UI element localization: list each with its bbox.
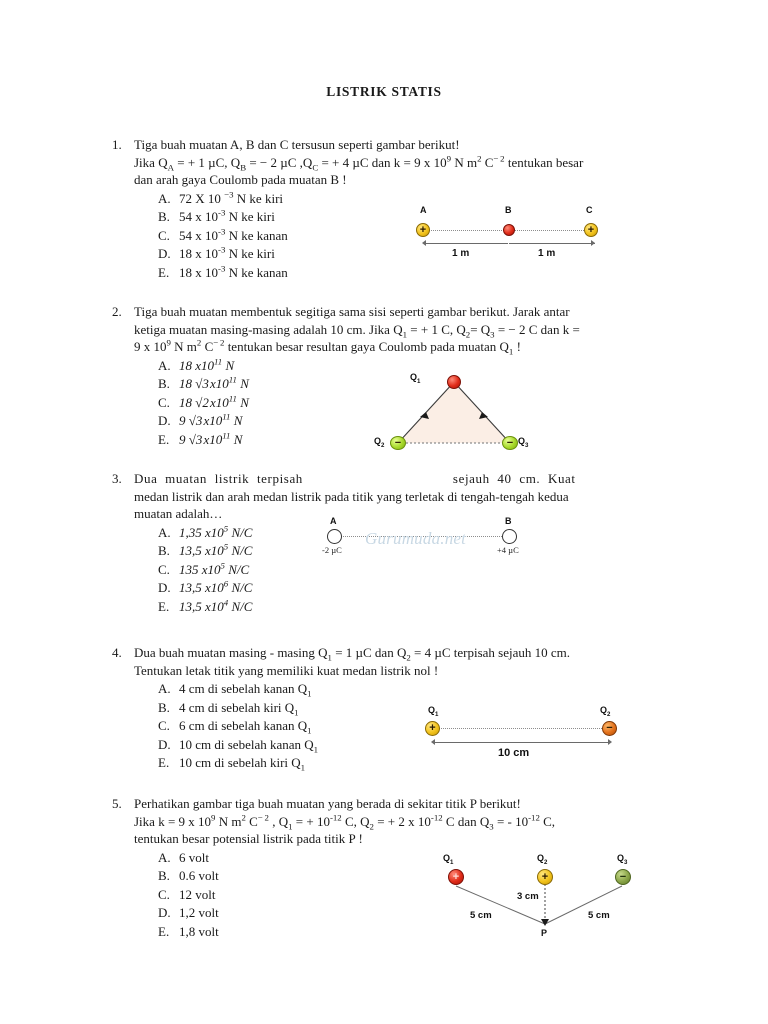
- figure1-charge-b: [503, 224, 515, 236]
- option-text: 13,5 $x10^5$ N/C: [179, 541, 253, 558]
- option-text: 1,8 volt: [179, 923, 219, 939]
- option-letter: C.: [158, 561, 170, 577]
- option-letter: C.: [158, 886, 170, 902]
- figure3-label-b: B: [505, 516, 512, 526]
- figure5-label-q1: $Q_1$: [443, 853, 454, 866]
- option-text: 1,35 $x10^5$ N/C: [179, 523, 253, 540]
- figure-question-2: [374, 368, 532, 460]
- question-3-line-2: medan listrik dan arah medan listrik pada titik yang terletak di tengah-tengah kedua: [134, 488, 569, 504]
- option-text: 72 X 10 $^{-3}$ N ke kiri: [179, 189, 284, 206]
- figure4-axis-line: [436, 728, 606, 729]
- option-item[interactable]: [158, 579, 672, 598]
- figure1-charge-c: +: [584, 223, 598, 237]
- question-4-line-2: Tentukan letak titik yang memiliki kuat medan listrik nol !: [134, 662, 439, 678]
- figure1-charge-a: +: [416, 223, 430, 237]
- question-2-text: [134, 303, 672, 356]
- figure5-charge-q1: +: [448, 869, 464, 885]
- option-text: 6 volt: [179, 849, 209, 865]
- option-text: 18 √2 $x10^{11}$ N: [179, 393, 249, 410]
- figure2-label-q1: $Q_1$: [410, 372, 421, 385]
- option-letter: D.: [158, 736, 171, 752]
- option-letter: C.: [158, 718, 170, 733]
- figure5-dim-left: 5 cm: [470, 910, 492, 921]
- figure4-label-q1: $Q_1$: [428, 705, 439, 718]
- question-3-line-3: muatan adalah…: [134, 506, 223, 521]
- option-item[interactable]: [158, 598, 672, 617]
- question-3-text: [134, 470, 672, 523]
- question-4-number: 4.: [112, 645, 122, 660]
- option-letter: D.: [158, 580, 171, 595]
- question-2-line-1: Tiga buah muatan membentuk segitiga sama sisi seperti gambar berikut. Jarak antar: [134, 304, 570, 319]
- question-1-line-2: Jika $Q_A$ = + 1 µC, $Q_B$ = − 2 µC $,Q_C$ = + 4 µC dan k = 9 x $10^9$ N $m^2$ $C^{- 2}$ tentukan besar: [134, 153, 584, 173]
- option-item[interactable]: [158, 264, 672, 283]
- option-text: 18 $x10^{11}$ N: [179, 356, 235, 373]
- option-letter: B.: [158, 543, 170, 558]
- option-item[interactable]: [158, 561, 672, 580]
- figure5-dim-right: 5 cm: [588, 910, 610, 921]
- option-text: 10 cm di sebelah kiri $Q_1$: [179, 755, 306, 773]
- option-text: 54 x $10^{-3}$ N ke kanan: [179, 226, 288, 243]
- question-1-text: [134, 136, 672, 189]
- figure4-arrow-left: [431, 739, 435, 745]
- option-letter: C.: [158, 227, 170, 243]
- figure3-charge-b: [502, 529, 517, 544]
- option-letter: B.: [158, 868, 170, 883]
- figure1-label-b: B: [505, 205, 512, 215]
- option-letter: E.: [158, 431, 170, 447]
- option-letter: E.: [158, 264, 170, 280]
- figure2-label-q2: $Q_2$: [374, 436, 385, 449]
- page-title: LISTRIK STATIS: [326, 84, 442, 99]
- option-letter: E.: [158, 755, 170, 770]
- figure1-label-a: A: [420, 205, 427, 215]
- option-text: 10 cm di sebelah kanan $Q_1$: [179, 736, 319, 755]
- figure2-charge-q1: [447, 375, 461, 389]
- figure1-measure-line-right: [509, 243, 595, 244]
- figure4-charge-q1: +: [425, 721, 440, 736]
- option-text: 1,2 volt: [179, 905, 219, 920]
- figure3-value-b: +4 µC: [497, 545, 519, 555]
- option-letter: E.: [158, 923, 170, 939]
- option-text: 6 cm di sebelah kanan $Q_1$: [179, 718, 312, 736]
- option-letter: A.: [158, 524, 171, 540]
- figure2-label-q3: $Q_3$: [518, 436, 529, 449]
- option-letter: C.: [158, 394, 170, 410]
- option-letter: A.: [158, 681, 171, 696]
- watermark: Gurumuda.net: [365, 529, 467, 548]
- question-4-line-1: Dua buah muatan masing - masing $Q_1 = 1$ µC dan $Q_2 = 4$ µC terpisah sejauh 10 cm.: [134, 645, 571, 663]
- question-5-text: [134, 795, 672, 848]
- figure1-arrow-left: [422, 240, 426, 246]
- figure-question-1: [408, 205, 608, 265]
- figure3-label-a: A: [330, 516, 337, 526]
- option-text: 9 √3 $x10^{11}$ N: [179, 430, 243, 447]
- option-letter: B.: [158, 209, 170, 224]
- figure-question-5: [425, 848, 640, 940]
- question-1-line-1: Tiga buah muatan A, B dan C tersusun seperti gambar berikut!: [134, 137, 460, 152]
- figure5-label-q2: $Q_2$: [537, 853, 548, 866]
- figure-question-4: [420, 705, 625, 760]
- figure5-dim-middle: 3 cm: [517, 891, 539, 902]
- option-letter: D.: [158, 413, 171, 428]
- figure5-charge-q3: −: [615, 869, 631, 885]
- option-text: 18 x $10^{-3}$ N ke kiri: [179, 244, 275, 261]
- question-3-number: 3.: [112, 471, 122, 486]
- question-5-line-3: tentukan besar potensial listrik pada titik P !: [134, 831, 363, 846]
- question-1-number: 1.: [112, 137, 122, 152]
- option-letter: B.: [158, 376, 170, 391]
- option-text: 54 x $10^{-3}$ N ke kiri: [179, 207, 275, 224]
- figure4-measure-line: [434, 742, 610, 743]
- option-text: 13,5 $x10^4$ N/C: [179, 597, 253, 614]
- question-2-number: 2.: [112, 304, 122, 319]
- question-5-number: 5.: [112, 796, 122, 811]
- option-text: 4 cm di sebelah kiri $Q_1$: [179, 699, 299, 718]
- option-letter: A.: [158, 190, 171, 206]
- figure3-charge-a: [327, 529, 342, 544]
- figure1-label-c: C: [586, 205, 593, 215]
- question-2-line-2: ketiga muatan masing-masing adalah 10 cm. Jika $Q_1$ = + 1 C, $Q_2= Q_3$ = − 2 C dan k =: [134, 321, 580, 340]
- option-letter: B.: [158, 699, 170, 715]
- option-text: 18 x $10^{-3}$ N ke kanan: [179, 263, 288, 280]
- figure5-label-q3: $Q_3$: [617, 853, 628, 866]
- option-letter: D.: [158, 905, 171, 920]
- option-text: 12 volt: [179, 886, 216, 902]
- question-5-line-1: Perhatikan gambar tiga buah muatan yang berada di sekitar titik P berikut!: [134, 796, 521, 811]
- figure1-measure-line-left: [424, 243, 508, 244]
- option-text: 9 √3 $x10^{11}$ N: [179, 411, 243, 428]
- figure1-dim-right: 1 m: [538, 248, 556, 259]
- option-text: 4 cm di sebelah kanan $Q_1$: [179, 681, 312, 699]
- figure4-dim: 10 cm: [498, 747, 530, 759]
- figure2-charge-q3: −: [502, 436, 518, 450]
- option-letter: A.: [158, 849, 171, 865]
- figure4-arrow-right: [608, 739, 612, 745]
- figure4-charge-q2: −: [602, 721, 617, 736]
- option-text: 135 $x10^5$ N/C: [179, 560, 250, 577]
- question-1-line-3: dan arah gaya Coulomb pada muatan B !: [134, 172, 347, 187]
- option-item[interactable]: [158, 680, 672, 699]
- figure5-label-p: P: [541, 928, 548, 938]
- question-4-text: [134, 644, 672, 679]
- option-text: 0.6 volt: [179, 868, 219, 883]
- figure3-value-a: -2 µC: [322, 545, 342, 555]
- figure2-charge-q2: −: [390, 436, 406, 450]
- question-3-line-1: Dua muatan listrik terpisah sejauh 40 cm. Kuat: [134, 471, 576, 486]
- figure1-arrow-right: [591, 240, 595, 246]
- option-letter: A.: [158, 357, 171, 373]
- figure5-charge-q2: +: [537, 869, 553, 885]
- option-text: 13,5 $x10^6$ N/C: [179, 578, 253, 595]
- option-letter: E.: [158, 598, 170, 614]
- option-letter: D.: [158, 246, 171, 261]
- question-5-line-2: Jika k = 9 x $10^9$ N $m^2$ $C^{- 2}$ , $Q_1$ = + $10^{-12}$ C, $Q_2$ = + 2 x $10^{-12}$ C dan $Q_3$ = - $10^{-12}$ C,: [134, 812, 556, 832]
- option-text: 18 √3 $x10^{11}$ N: [179, 374, 249, 391]
- figure4-label-q2: $Q_2$: [600, 705, 611, 718]
- question-2-line-3: 9 x $10^9$ N $m^2$ $C^{- 2}$ tentukan besar resultan gaya Coulomb pada muatan $Q_1$ !: [134, 337, 521, 357]
- figure1-dim-left: 1 m: [452, 248, 470, 259]
